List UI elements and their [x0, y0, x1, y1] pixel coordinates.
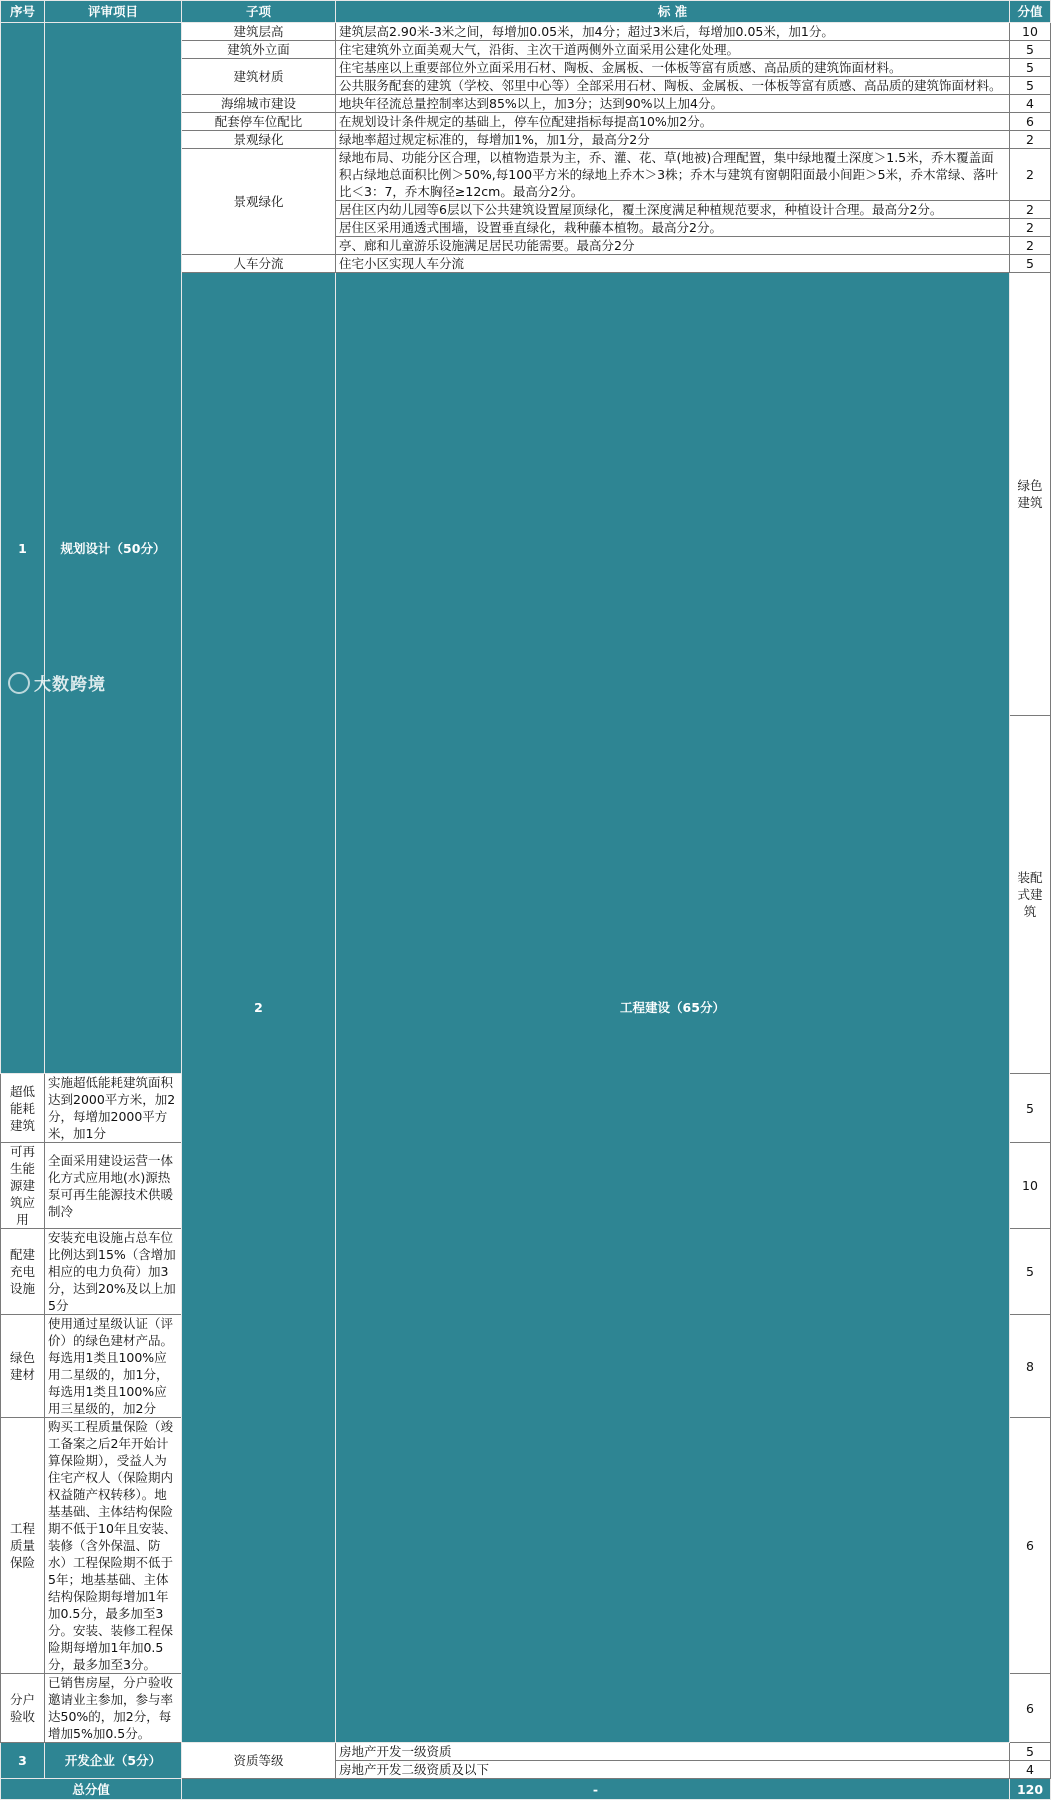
- standard-text: 安装充电设施占总车位比例达到15%（含增加相应的电力负荷）加3分，达到20%及以上加5分: [45, 1229, 182, 1315]
- score-value: 5: [1010, 59, 1051, 77]
- score-value: 5: [1010, 77, 1051, 95]
- section-name: 开发企业（5分）: [45, 1743, 182, 1779]
- standard-text: 居住区采用通透式围墙，设置垂直绿化，栽种藤本植物。最高分2分。: [336, 219, 1010, 237]
- sub-item: 景观绿化: [182, 131, 336, 149]
- sub-item: 建筑材质: [182, 59, 336, 95]
- total-score: 120: [1010, 1779, 1051, 1800]
- sub-item: 海绵城市建设: [182, 95, 336, 113]
- sub-item: 配建充电设施: [1, 1229, 45, 1315]
- standard-text: 建筑层高2.90米-3米之间，每增加0.05米，加4分；超过3米后，每增加0.05米，加1分。: [336, 23, 1010, 41]
- section-number: 1: [1, 23, 45, 1074]
- score-value: 2: [1010, 149, 1051, 201]
- score-value: 5: [1010, 1743, 1051, 1761]
- sub-item: 绿色建筑: [1010, 273, 1051, 716]
- score-value: 10: [1010, 23, 1051, 41]
- header-row: [1, 1, 1051, 23]
- standard-text: 已销售房屋，分户验收邀请业主参加，参与率达50%的，加2分，每增加5%加0.5分。: [45, 1674, 182, 1743]
- score-value: 6: [1010, 1674, 1051, 1743]
- standard-text: 地块年径流总量控制率达到85%以上，加3分；达到90%以上加4分。: [336, 95, 1010, 113]
- sub-item: 建筑层高: [182, 23, 336, 41]
- sub-item: 可再生能源建筑应用: [1, 1143, 45, 1229]
- score-value: 10: [1010, 1143, 1051, 1229]
- score-value: 5: [1010, 1229, 1051, 1315]
- sub-item: 分户验收: [1, 1674, 45, 1743]
- section-number: 2: [182, 273, 336, 1743]
- section-name: 工程建设（65分）: [336, 273, 1010, 1743]
- standard-text: 住宅建筑外立面美观大气，沿街、主次干道两侧外立面采用公建化处理。: [336, 41, 1010, 59]
- standard-text: 住宅基座以上重要部位外立面采用石材、陶板、金属板、一体板等富有质感、高品质的建筑饰面材料。: [336, 59, 1010, 77]
- sub-item: 装配式建筑: [1010, 716, 1051, 1074]
- sub-item: 绿色建材: [1, 1315, 45, 1418]
- sub-item: 工程质量保险: [1, 1418, 45, 1674]
- total-dash: -: [182, 1779, 1010, 1800]
- score-value: 6: [1010, 1418, 1051, 1674]
- score-value: 4: [1010, 1761, 1051, 1779]
- standard-text: 购买工程质量保险（竣工备案之后2年开始计算保险期），受益人为住宅产权人（保险期内权益随产权转移）。地基基础、主体结构保险期不低于10年且安装、装修（含外保温、防水）工程保险期不低于5年；地基基础、主体结构保险期每增加1年加0.5分，最多加至3分。安装、装修工程保险期每增加1年加0.5分，最多加至3分。: [45, 1418, 182, 1674]
- standard-text: 绿地率超过规定标准的，每增加1%，加1分，最高分2分: [336, 131, 1010, 149]
- score-value: 4: [1010, 95, 1051, 113]
- standard-text: 绿地布局、功能分区合理，以植物造景为主，乔、灌、花、草(地被)合理配置，集中绿地覆土深度＞1.5米，乔木覆盖面积占绿地总面积比例＞50%,每100平方米的绿地上乔木＞3株；乔木与建筑有窗朝阳面最小间距＞5米，乔木常绿、落叶比＜3：7，乔木胸径≥12cm。最高分2分。: [336, 149, 1010, 201]
- score-value: 5: [1010, 1074, 1051, 1143]
- sub-item: 资质等级: [182, 1743, 336, 1779]
- total-row: [1, 1779, 1051, 1800]
- score-value: 2: [1010, 219, 1051, 237]
- score-value: 2: [1010, 131, 1051, 149]
- standard-text: 公共服务配套的建筑（学校、邻里中心等）全部采用石材、陶板、金属板、一体板等富有质感、高品质的建筑饰面材料。: [336, 77, 1010, 95]
- standard-text: 房地产开发二级资质及以下: [336, 1761, 1010, 1779]
- table-row: [1, 1743, 1051, 1761]
- table-row: [1, 23, 1051, 41]
- standard-text: 实施超低能耗建筑面积达到2000平方米，加2分，每增加2000平方米，加1分: [45, 1074, 182, 1143]
- sub-item: 建筑外立面: [182, 41, 336, 59]
- sub-item: 配套停车位配比: [182, 113, 336, 131]
- standard-text: 亭、廊和儿童游乐设施满足居民功能需要。最高分2分: [336, 237, 1010, 255]
- header-sub: 子项: [182, 1, 336, 23]
- sub-item: 景观绿化: [182, 149, 336, 255]
- header-score: 分值: [1010, 1, 1051, 23]
- score-value: 2: [1010, 237, 1051, 255]
- score-value: 5: [1010, 255, 1051, 273]
- header-standard: 标 准: [336, 1, 1010, 23]
- score-value: 5: [1010, 41, 1051, 59]
- sub-item: 超低能耗建筑: [1, 1074, 45, 1143]
- score-value: 6: [1010, 113, 1051, 131]
- header-no: 序号: [1, 1, 45, 23]
- header-item: 评审项目: [45, 1, 182, 23]
- standard-text: 住宅小区实现人车分流: [336, 255, 1010, 273]
- standard-text: 在规划设计条件规定的基础上，停车位配建指标每提高10%加2分。: [336, 113, 1010, 131]
- standard-text: 全面采用建设运营一体化方式应用地(水)源热泵可再生能源技术供暖制冷: [45, 1143, 182, 1229]
- total-label: 总分值: [1, 1779, 182, 1800]
- standard-text: 房地产开发一级资质: [336, 1743, 1010, 1761]
- section-name: 规划设计（50分）: [45, 23, 182, 1074]
- standard-text: 使用通过星级认证（评价）的绿色建材产品。每选用1类且100%应用二星级的，加1分，每选用1类且100%应用三星级的，加2分: [45, 1315, 182, 1418]
- score-value: 2: [1010, 201, 1051, 219]
- section-number: 3: [1, 1743, 45, 1779]
- standard-text: 居住区内幼儿园等6层以下公共建筑设置屋顶绿化，覆土深度满足种植规范要求，种植设计合理。最高分2分。: [336, 201, 1010, 219]
- sub-item: 人车分流: [182, 255, 336, 273]
- watermark-text: 大数跨境: [34, 675, 106, 695]
- score-value: 8: [1010, 1315, 1051, 1418]
